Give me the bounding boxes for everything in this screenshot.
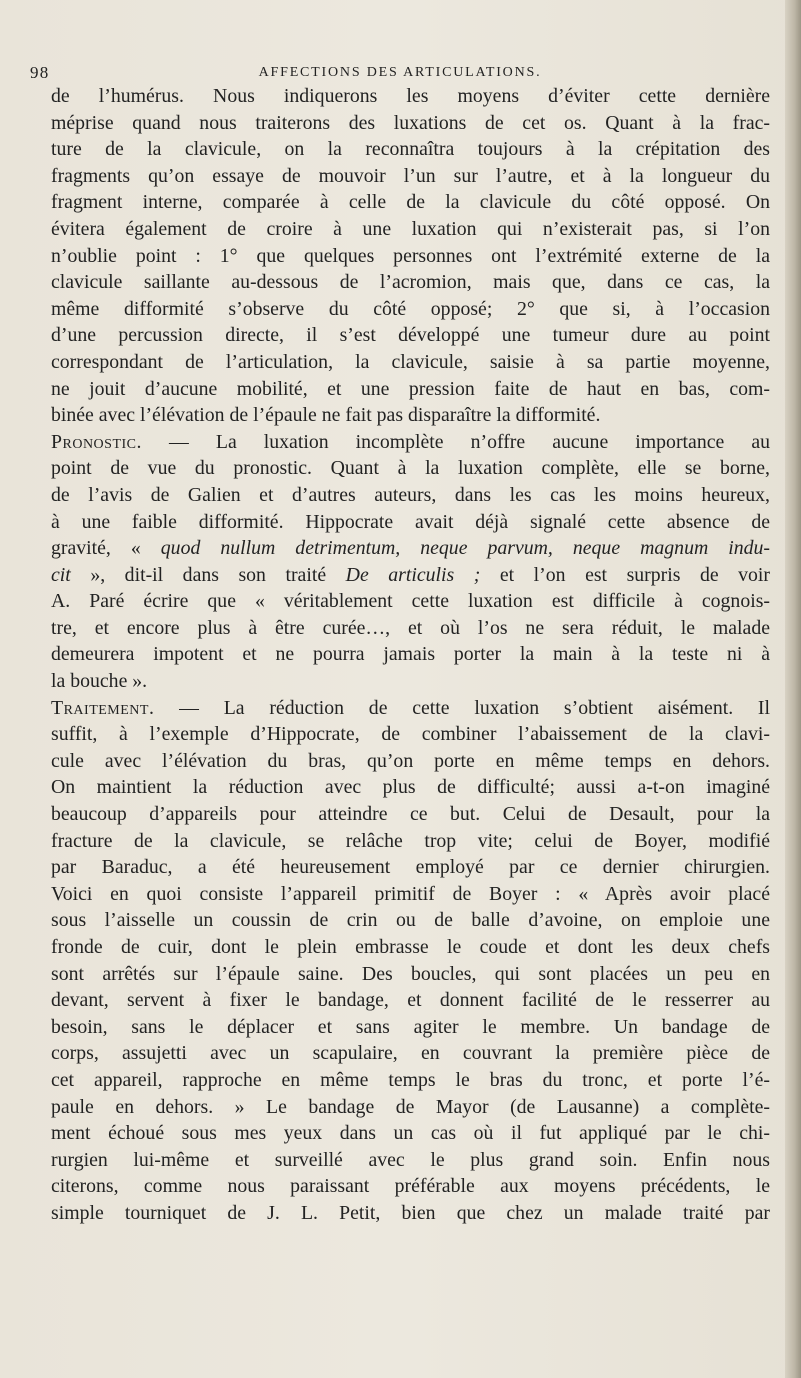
text-fragment: gravité, « (51, 537, 141, 560)
text-line: cule avec l’élévation du bras, qu’on porte en même temps en dehors. (51, 749, 770, 772)
text-line: fragment interne, comparée à celle de la clavicule du côté opposé. On (51, 191, 770, 214)
traitement-first-line (51, 695, 770, 722)
text-line: paule en dehors. » Le bandage de Mayor (de Lausanne) a complète- (51, 1095, 770, 1118)
text-line: beaucoup d’appareils pour atteindre ce but. Celui de Desault, pour la (51, 803, 770, 826)
section-heading-pronostic: Pronostic. (51, 430, 142, 453)
page-number: 98 (30, 63, 50, 82)
text-line: ment échoué sous mes yeux dans un cas où il fut appliqué par le chi- (51, 1122, 770, 1145)
text-line: suffit, à l’exemple d’Hippocrate, de combiner l’abaissement de la clavi- (51, 723, 770, 746)
page-header (30, 63, 770, 85)
latin-quote: quod nullum detrimentum, neque parvum, neque magnum indu- (160, 537, 770, 560)
text-line: méprise quand nous traiterons des luxations de cet os. Quant à la frac- (51, 111, 770, 134)
text-line: ne jouit d’aucune mobilité, et une pression faite de haut en bas, com- (51, 377, 770, 400)
text-line: sont arrêtés sur l’épaule saine. Des boucles, qui sont placées un peu en (51, 962, 770, 985)
text-line: citerons, comme nous paraissant préférable aux moyens précédents, le (51, 1175, 770, 1198)
text-line: clavicule saillante au-dessous de l’acromion, mais que, dans ce cas, la (51, 271, 770, 294)
text-line: la bouche ». (51, 670, 148, 693)
citation-line (51, 562, 770, 589)
text-line: simple tourniquet de J. L. Petit, bien que chez un malade traité par (51, 1201, 770, 1224)
text-line: sous l’aisselle un coussin de crin ou de balle d’avoine, on emploie une (51, 909, 770, 932)
book-title: De articulis ; (345, 563, 481, 586)
text-line: même difformité s’observe du côté opposé; 2° que si, à l’occasion (51, 297, 770, 320)
text-line: besoin, sans le déplacer et sans agiter le membre. Un bandage de (51, 1015, 770, 1038)
text-line: cet appareil, rapproche en même temps le bras du tronc, et porte l’é- (51, 1068, 770, 1091)
text-line: demeurera impotent et ne pourra jamais porter la main à la teste ni à (51, 643, 770, 666)
text-line: à une faible difformité. Hippocrate avait déjà signalé cette absence de (51, 510, 770, 533)
text-line: devant, servent à fixer le bandage, et donnent facilité de le resserrer au (51, 989, 770, 1012)
text-line: A. Paré écrire que « véritablement cette luxation est difficile à cognois- (51, 590, 770, 613)
text-line: fracture de la clavicule, se relâche trop vite; celui de Boyer, modifié (51, 829, 770, 852)
text-fragment: et l’on est surpris de voir (480, 563, 770, 586)
text-line: point de vue du pronostic. Quant à la luxation complète, elle se borne, (51, 457, 770, 480)
latin-quote-end: cit (51, 563, 71, 586)
text-fragment: — La luxation incomplète n’offre aucune importance au (141, 430, 770, 453)
text-line: par Baraduc, a été heureusement employé par ce dernier chirurgien. (51, 856, 770, 879)
page-edge-shadow (785, 0, 801, 1378)
text-line: On maintient la réduction avec plus de difficulté; aussi a-t-on imaginé (51, 776, 770, 799)
text-fragment: », dit-il dans son traité (70, 563, 346, 586)
text-line: d’une percussion directe, il s’est développé une tumeur dure au point (51, 324, 770, 347)
section-heading-traitement: Traitement. (51, 696, 155, 719)
text-line: corps, assujetti avec un scapulaire, en couvrant la première pièce de (51, 1042, 770, 1065)
text-fragment: — La réduction de cette luxation s’obtient aisément. Il (154, 696, 770, 719)
text-line: tre, et encore plus à être curée…, et où l’os ne sera réduit, le malade (51, 616, 770, 639)
pronostic-first-line (51, 429, 770, 456)
text-line: n’oublie point : 1° que quelques personnes ont l’extrémité externe de la (51, 244, 770, 267)
text-line: fragments qu’on essaye de mouvoir l’un sur l’autre, et à la longueur du (51, 164, 770, 187)
text-line: correspondant de l’articulation, la clavicule, saisie à sa partie moyenne, (51, 350, 770, 373)
text-line: Voici en quoi consiste l’appareil primitif de Boyer : « Après avoir placé (51, 882, 770, 905)
text-line: évitera également de croire à une luxation qui n’existerait pas, si l’on (51, 217, 770, 240)
text-line: binée avec l’élévation de l’épaule ne fait pas disparaître la difformité. (51, 404, 601, 427)
text-line: fronde de cuir, dont le plein embrasse le coude et dont les deux chefs (51, 936, 770, 958)
running-title: AFFECTIONS DES ARTICULATIONS. (258, 65, 542, 80)
body-text (51, 83, 770, 1227)
latin-quote-line (51, 535, 770, 562)
text-line: ture de la clavicule, on la reconnaîtra toujours à la crépitation des (51, 138, 770, 161)
text-line: de l’humérus. Nous indiquerons les moyens d’éviter cette dernière (51, 85, 770, 107)
text-line: rurgien lui-même et surveillé avec le plus grand soin. Enfin nous (51, 1148, 770, 1171)
text-line: de l’avis de Galien et d’autres auteurs, dans les cas les moins heureux, (51, 483, 770, 506)
